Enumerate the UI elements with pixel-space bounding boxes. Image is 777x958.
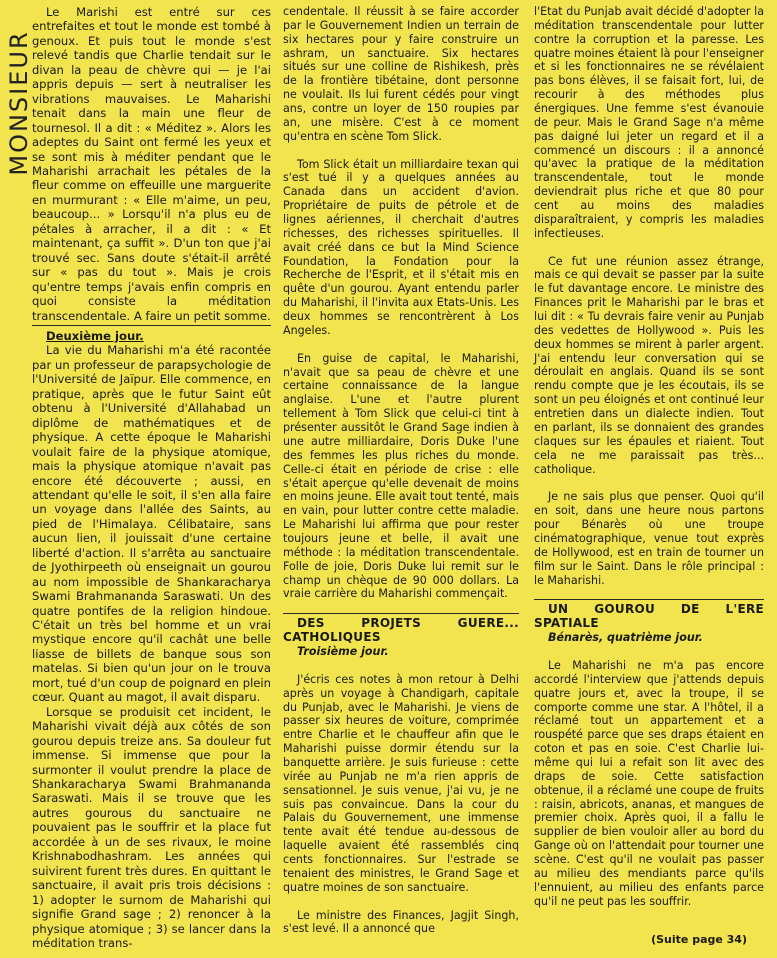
paragraph: Le ministre des Finances, Jagjit Singh, s'est levé. Il a annoncé que <box>283 908 519 936</box>
section-divider <box>283 613 519 614</box>
column-2 <box>283 0 519 936</box>
paragraph: Je ne sais plus que penser. Quoi qu'il en soit, dans une heure nous partons pour Bénarès où une troupe cinématographique, venue tout exprès de Hollywood, est en train de tourner un film sur le Saint. Dans le rôle principal : le Maharishi. <box>534 490 764 587</box>
paragraph: J'écris ces notes à mon retour à Delhi après un voyage à Chandigarh, capitale du Punjab, avec le Maharishi. Je viens de passer six heures de voiture, comprimée entre Charlie et le chauffeur afin que le Maharishi puisse dormir étendu sur la banquette arrière. Je suis furieuse : cette virée au Punjab ne m'a rien appris de sensationnel. Je suis venue, j'ai vu, je ne suis pas convaincue. Dans la cour du Palais du Gouvernement, une immense tente avait été tendue au-dessous de laquelle avaient été rassemblés cinq cents fonctionnaires. Sur l'estrade se tenaient des ministres, le Grand Sage et quatre moines de son sanctuaire. <box>283 672 519 894</box>
paragraph: l'Etat du Punjab avait décidé d'adopter la méditation transcendentale pour lutter contre la corruption et la paresse. Les quatre moines étaient là pour l'enseigner et si les fonctionnaires ne se révélaient pas bons élèves, il se faisait fort, lui, de recourir à des méthodes plus énergiques. Une femme s'est évanouie de peur. Mais le Grand Sage n'a même pas daigné lui jeter un regard et il a commencé un discours : il a annoncé qu'avec la pratique de la méditation transcendentale, tout le monde deviendrait plus riche et que 80 pour cent au moins des maladies disparaîtraient, y compris les maladies infectieuses. <box>534 5 765 240</box>
section-subtitle: Bénarès, quatrième jour. <box>548 631 703 645</box>
section-divider <box>32 325 271 326</box>
continued-note: (Suite page 34) <box>651 933 747 946</box>
sidebar-title <box>6 28 32 178</box>
subheading-day-2: Deuxième jour. <box>46 328 144 343</box>
paragraph: Ce fut une réunion assez étrange, mais ce qui devait se passer par la suite le fut davantage encore. Le ministre des Finances prit le Maharishi par le bras et lui dit : « Tu devrais faire venir au Punjab des vedettes de Hollywood ». Puis les deux hommes se mirent à parler argent. J'ai entendu leur conversation qui se déroulait en anglais. Quand ils se sont rendu compte que je les écoutais, ils se sont un peu éloignés et ont continué leur entretien dans un dialecte indien. Tout en parlant, ils se donnaient des grandes claques sur les épaules et riaient. Tout cela ne me paraissait pas très... catholique. <box>534 254 764 476</box>
paragraph: Le Maharishi ne m'a pas encore accordé l'interview que j'attends depuis quatre jours et, avec la troupe, il se comporte comme une star. A l'hôtel, il a réclamé tout un appartement et a rouspété parce que ses draps étaient en coton et pas en soie. C'est Charlie lui-même qui lui a refait son lit avec des draps de soie. Cette satisfaction obtenue, il a réclamé une coupe de fruits : raisin, abricots, ananas, et mangues de premier choix. Après quoi, il a fallu le supplier de bien vouloir aller au bord du Gange où on l'attendait pour tourner une scène. C'est qu'il ne voulait pas passer au milieu des mendiants parce qu'ils l'ennuient, au milieu des enfants parce qu'il ne peut pas les souffrir. <box>534 658 764 908</box>
paragraph: Lorsque se produisit cet incident, le Maharishi vivait déjà aux côtés de son gourou depuis treize ans. Sa douleur fut immense. Si immense que pour la surmonter il voulut prendre la place de Shankaracharya Swami Brahmananda Saraswati. Mais il se trouve que les autres gourous du sanctuaire ne pouvaient pas le souffrir et la place fut accordée à un de ses rivaux, le moine Krishnabodhashram. Les années qui suivirent furent très dures. En quittant le sanctuaire, il avait pris trois décisions : 1) adopter le surnom de Maharishi qui signifie Grand sage ; 2) renoncer à la physique atomique ; 3) se lancer dans la méditation trans- <box>32 704 271 950</box>
section-title: UN GOUROU DE L'ERE SPATIALE <box>534 602 764 631</box>
paragraph: cendentale. Il réussit à se faire accorder par le Gouvernement Indien un terrain de six hectares pour y faire construire un ashram, un sanctuaire. Six hectares situés sur une colline de Rishikesh, près de la frontière tibétaine, dont personne ne voulait. Ils lui furent cédés pour vingt ans, contre un loyer de 150 roupies par an, une misère. C'est à ce moment qu'entra en scène Tom Slick. <box>283 5 519 143</box>
section-subtitle: Troisième jour. <box>297 644 389 658</box>
paragraph: Tom Slick était un milliardaire texan qui s'est tué il y a quelques années au Canada dans un accident d'avion. Propriétaire de puits de pétrole et de lignes aériennes, il cherchait d'autres richesses, des richesses spirituelles. Il avait créé dans ce but la Mind Science Foundation, la Fondation pour la Recherche de l'Esprit, et il s'était mis en quête d'un gourou. Ayant entendu parler du Maharishi, il l'invita aux Etats-Unis. Les deux hommes se rencontrèrent à Los Angeles. <box>283 157 519 337</box>
paragraph: En guise de capital, le Maharishi, n'avait que sa peau de chèvre et une certaine connaissance de la langue anglaise. L'une et l'autre plurent tellement à Tom Slick que celui-ci tint à présenter aussitôt le Grand Sage indien à une autre milliardaire, Doris Duke l'une des femmes les plus riches du monde. Celle-ci était en période de crise : elle s'était aperçue qu'elle devenait de moins en moins jeune. Elle avait tout tenté, mais en vain, pour lutter contre cette maladie. Le Maharishi lui affirma que pour rester toujours jeune et belle, il avait une méthode : la méditation transcendentale. Folle de joie, Doris Duke lui remit sur le champ un chèque de 90 000 dollars. La vraie carrière du Maharishi commençait. <box>283 351 519 601</box>
sidebar-title-text: MONSIEUR <box>5 30 33 176</box>
paragraph: Le Marishi est entré sur ces entrefaites et tout le monde est tombé à genoux. Et puis tout le monde s'est relevé tandis que Charlie tendait sur le divan la peau de chèvre qui — je l'ai appris depuis — sert à neutraliser les vibrations mauvaises. Le Maharishi tenait dans la main une fleur de tournesol. Il a dit : « Méditez ». Alors les adeptes du Saint ont fermé les yeux et se sont mis à méditer pendant que le Maharishi arrachait les pétales de la fleur comme on effeuille une marguerite en murmurant : « Elle m'aime, un peu, beaucoup... » Lorsqu'il n'a plus eu de pétales à arracher, il a dit : « Et maintenant, ça suffit ». D'un ton que j'ai trouvé sec. Sans doute s'était-il arrêté sur « pas du tout ». Mais je crois qu'entre temps j'avais enfin compris en quoi consiste la méditation transcendentale. A faire un petit somme. <box>32 5 271 323</box>
paragraph: La vie du Maharishi m'a été racontée par un professeur de parapsychologie de l'Université de Jaïpur. Elle commence, en pratique, après que le futur Saint eût obtenu à l'Université d'Allahabad un diplôme de mathématiques et de physique. A cette époque le Maharishi voulait faire de la physique atomique, mais la physique atomique n'avait pas encore été découverte ; aussi, en attendant qu'elle le soit, il s'en alla faire un voyage dans l'allée des Saints, au pied de l'Himalaya. Célibataire, sans aucun lien, il jouissait d'une certaine liberté d'action. Il s'arrêta au sanctuaire de Jyothirpeeth où enseignait un gourou au nom impossible de Shankaracharya Swami Brahmananda Saraswati. Un des quatre pontifes de la religion hindoue. C'était un très bel homme et un vrai mystique encore qu'il cachât une belle liasse de billets de banque sous son matelas. Si bien qu'un jour on le trouva mort, tué d'un coup de poignard en plein cœur. Quant au magot, il avait disparu. <box>32 343 271 705</box>
section-divider <box>534 599 764 600</box>
column-1 <box>32 0 271 950</box>
section-title: DES PROJETS GUERE... CATHOLIQUES <box>283 616 519 645</box>
column-3 <box>534 0 764 908</box>
